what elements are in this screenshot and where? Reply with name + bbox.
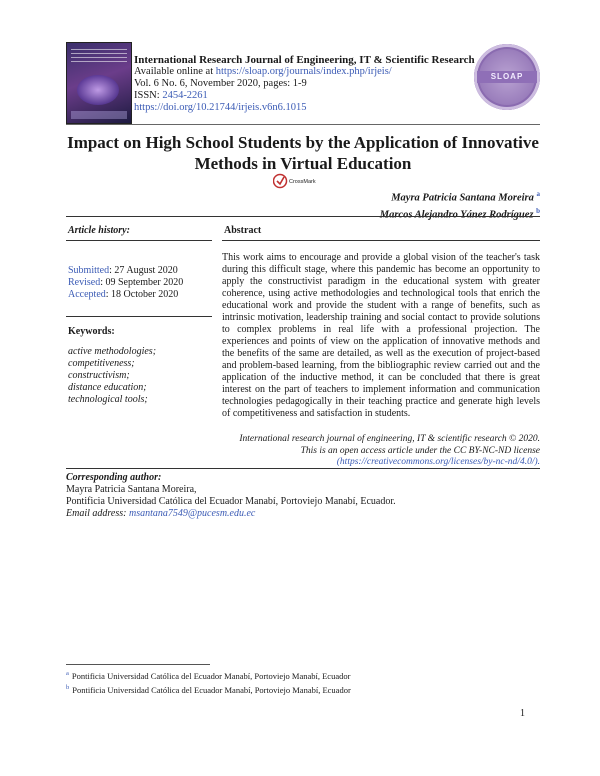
email-link[interactable]: msantana7549@pucesm.edu.ec: [128, 508, 256, 519]
issn-link[interactable]: 2454-2261: [162, 90, 208, 101]
corresponding-author-email: Email address: msantana7549@pucesm.edu.ec: [66, 508, 256, 519]
article-title: Impact on High School Students by the Application of Innovative Methods in Virtual Education: [67, 133, 539, 173]
article-history: [68, 265, 214, 301]
crossmark-icon[interactable]: [273, 173, 325, 189]
seal-text: SLOAP: [477, 71, 537, 83]
article-history-heading: Article history:: [68, 225, 130, 236]
keyword-item: competitiveness;: [68, 358, 135, 369]
corresponding-author-affiliation: Pontificia Universidad Católica del Ecuador Manabí, Portoviejo Manabí, Ecuador.: [66, 496, 396, 507]
license-url-link[interactable]: (https://creativecommons.org/licenses/by-nc-nd/4.0/).: [336, 457, 540, 467]
sloap-seal-logo: [474, 44, 540, 110]
author-2: Marcos Alejandro Yánez Rodríguez $^b$: [379, 206, 540, 220]
history-rule: [66, 240, 212, 241]
footnote-rule: [66, 664, 210, 665]
revised-date: Revised: 09 September 2020: [68, 277, 184, 288]
keyword-item: technological tools;: [68, 394, 148, 405]
corresponding-author-name: Mayra Patricia Santana Moreira,: [66, 484, 197, 495]
journal-cover-image: [66, 42, 132, 124]
keyword-item: active methodologies;: [68, 346, 157, 357]
doi-link[interactable]: https://doi.org/10.21744/irjeis.v6n6.1015: [134, 102, 307, 113]
abstract-rule: [222, 240, 540, 241]
license-notice: International research journal of engineering, IT & scientific research © 2020. This is an open access article under the CC BY-NC-ND license (https://creativecommons.org/licenses/by-nc-nd/4.0/).: [239, 434, 540, 467]
keywords-rule: [66, 316, 212, 317]
corresponding-author: [66, 472, 540, 520]
crossmark-label: CrossMark: [289, 179, 316, 185]
section-top-rule: [66, 216, 540, 217]
corresponding-author-heading: Corresponding author:: [66, 472, 162, 483]
header-divider: [66, 124, 540, 125]
accepted-date: Accepted: 18 October 2020: [68, 289, 179, 300]
author-1: Mayra Patricia Santana Moreira $^a$: [391, 190, 540, 204]
keywords-heading: Keywords:: [68, 326, 115, 337]
keyword-list: [68, 346, 214, 406]
available-online-line: Available online at https://sloap.org/journals/index.php/irjeis/: [134, 66, 392, 77]
footnote-item: $^b$ Pontificia Universidad Católica del Ecuador Manabí, Portoviejo Manabí, Ecuador: [66, 683, 351, 695]
journal-title: International Research Journal of Engineering, IT & Scientific Research: [134, 54, 475, 66]
volume-line: Vol. 6 No. 6, November 2020, pages: 1-9: [134, 78, 307, 89]
keyword-item: constructivism;: [68, 370, 130, 381]
journal-url-link[interactable]: https://sloap.org/journals/index.php/irjeis/: [215, 66, 392, 77]
page-number: 1: [520, 708, 525, 719]
journal-header: [134, 54, 474, 114]
submitted-date: Submitted: 27 August 2020: [68, 265, 178, 276]
footnotes: [66, 668, 540, 696]
abstract-body: This work aims to encourage and provide a global vision of the teacher's task during this difficult stage, where this pandemic has become an opportunity to apply the constructivist paradigm in the educational system with greater coherence, using active methodologies and technological tools that enrich the educational work and provide the student with a range of benefits, such as intrinsic motivation, leadership training and social contact to provide solutions to complex problems in real life with a professional projection. The experiences and points of view on the application of innovative methods and the benefits of the same are detailed, as well as the execution of project-based and problem-based learning, from the bibliographic review carried out and the application of the inductive method, it can be concluded that there is great interest on the part of teachers to implement information and communication technologies pedagogically in their teaching practice and generate high levels of competitiveness and satisfaction in students.: [222, 252, 540, 419]
keyword-item: distance education;: [68, 382, 147, 393]
footnote-item: $^a$ Pontificia Universidad Católica del Ecuador Manabí, Portoviejo Manabí, Ecuador: [66, 670, 351, 681]
issn-line: ISSN: 2454-2261: [134, 90, 208, 101]
abstract-heading: Abstract: [224, 225, 262, 236]
